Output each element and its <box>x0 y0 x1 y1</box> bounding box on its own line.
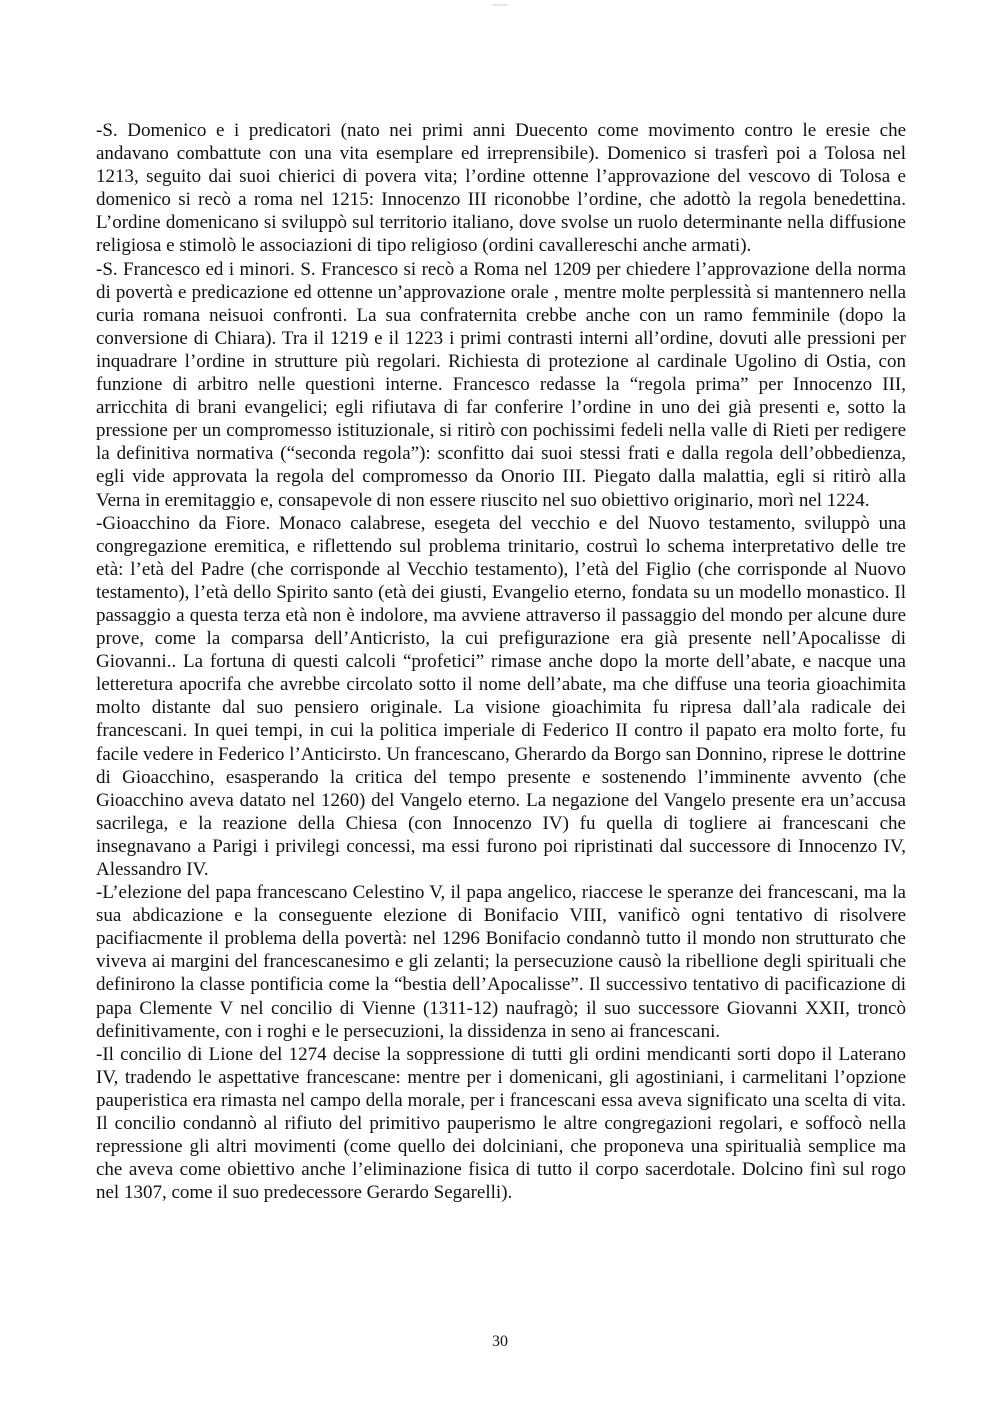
body-text <box>96 119 906 1204</box>
page-number: 30 <box>492 1333 508 1350</box>
paragraph-celestino: -L’elezione del papa francescano Celestino V, il papa angelico, riaccese le speranze dei francescani, ma la sua abdicazione e la conseguente elezione di Bonifacio VIII, vanificò ogni tentativo di risolvere pacifiacmente il problema della povertà: nel 1296 Bonifacio condannò tutto il mondo non strutturato che viveva ai margini del francescanesimo e gli zelanti; la persecuzione causò la ribellione degli spirituali che definirono la classe pontificia come la “bestia dell’Apocalisse”. Il successivo tentativo di pacificazione di papa Clemente V nel concilio di Vienne (1311-12) naufragò; il suo successore Giovanni XXII, troncò definitivamente, con i roghi e le persecuzioni, la dissidenza in seno ai francescani. <box>96 882 906 1042</box>
paragraph-domenico: -S. Domenico e i predicatori (nato nei primi anni Duecento come movimento contro le eresie che andavano combattute con una vita esemplare ed irreprensibile). Domenico si trasferì poi a Tolosa nel 1213, seguito dai suoi chierici di povera vita; l’ordine ottenne l’approvazione del vescovo di Tolosa e domenico si recò a roma nel 1215: Innocenzo III riconobbe l’ordine, che adottò la regola benedettina. L’ordine domenicano si sviluppò sul territorio italiano, dove svolse un ruolo determinante nella diffusione religiosa e stimolò le associazioni di tipo religioso (ordini cavallereschi anche armati). <box>96 120 906 257</box>
header-mark: xxx xxxx <box>492 2 508 7</box>
paragraph-gioacchino: -Gioacchino da Fiore. Monaco calabrese, esegeta del vecchio e del Nuovo testamento, sviluppò una congregazione eremitica, e riflettendo sul problema trinitario, costruì lo schema interpretativo delle tre età: l’età del Padre (che corrisponde al Vecchio testamento), l’età del Figlio (che corrisponde al Nuovo testamento), l’età dello Spirito santo (età dei giusti, Evangelio eterno, fondata su un modello monastico. Il passaggio a questa terza età non è indolore, ma avviene attraverso il passaggio del mondo per alcune dure prove, come la comparsa dell’Anticristo, la cui prefigurazione era già presente nell’Apocalisse di Giovanni.. La fortuna di questi calcoli “profetici” rimase anche dopo la morte dell’abate, e nacque una letteretura apocrifa che avrebbe circolato sotto il nome dell’abate, ma che diffuse una teoria gioachimita molto distante dal suo pensiero originale. La visione gioachimita fu ripresa dall’ala radicale dei francescani. In quei tempi, in cui la politica imperiale di Federico II contro il papato era molto forte, fu facile vedere in Federico l’Anticirsto. Un francescano, Gherardo da Borgo san Donnino, riprese le dottrine di Gioacchino, esasperando la critica del tempo presente e sostenendo l’imminente avvento (che Gioacchino aveva datato nel 1260) del Vangelo eterno. La negazione del Vangelo presente era un’accusa sacrilega, e la reazione della Chiesa (con Innocenzo IV) fu quella di togliere ai francescani che insegnavano a Parigi i privilegi concessi, ma essi furono poi ripristinati dal successore di Innocenzo IV, Alessandro IV. <box>96 512 906 880</box>
paragraph-francesco: -S. Francesco ed i minori. S. Francesco si recò a Roma nel 1209 per chiedere l’approvazione della norma di povertà e predicazione ed ottenne un’approvazione orale , mentre molte perplessità si mantennero nella curia romana neisuoi confronti. La sua confraternita crebbe anche con un ramo femminile (dopo la conversione di Chiara). Tra il 1219 e il 1223 i primi contrasti interni all’ordine, dovuti alle pressioni per inquadrare l’ordine in strutture più regolari. Richiesta di protezione al cardinale Ugolino di Ostia, con funzione di arbitro nelle questioni interne. Francesco redasse la “regola prima” per Innocenzo III, arricchita di brani evangelici; egli rifiutava di far conferire l’ordine in uno dei già presenti e, sotto la pressione per un compromesso istituzionale, si ritirò con pochissimi fedeli nella valle di Rieti per redigere la definitiva normativa (“seconda regola”): sconfitto dai suoi stessi frati e dalla regola dell’obbedienza, egli vide approvata la regola del compromesso da Onorio III. Piegato dalla malattia, egli si ritirò alla Verna in eremitaggio e, consapevole di non essere riuscito nel suo obiettivo originario, morì nel 1224. <box>96 258 906 511</box>
paragraph-concilio-lione: -Il concilio di Lione del 1274 decise la soppressione di tutti gli ordini mendicanti sorti dopo il Laterano IV, tradendo le aspettative francescane: mentre per i domenicani, gli agostiniani, i carmelitani l’opzione pauperistica era rimasta nel campo della morale, per i francescani essa aveva significato una scelta di vita. Il concilio condannò al rifiuto del primitivo pauperismo le altre congregazioni regolari, e soffocò nella repressione gli altri movimenti (come quello dei dolciniani, che proponeva una spiritualià semplice ma che aveva come obiettivo anche l’eliminazione fisica di tutto il corpo sacerdotale. Dolcino finì sul rogo nel 1307, come il suo predecessore Gerardo Segarelli). <box>96 1043 906 1204</box>
